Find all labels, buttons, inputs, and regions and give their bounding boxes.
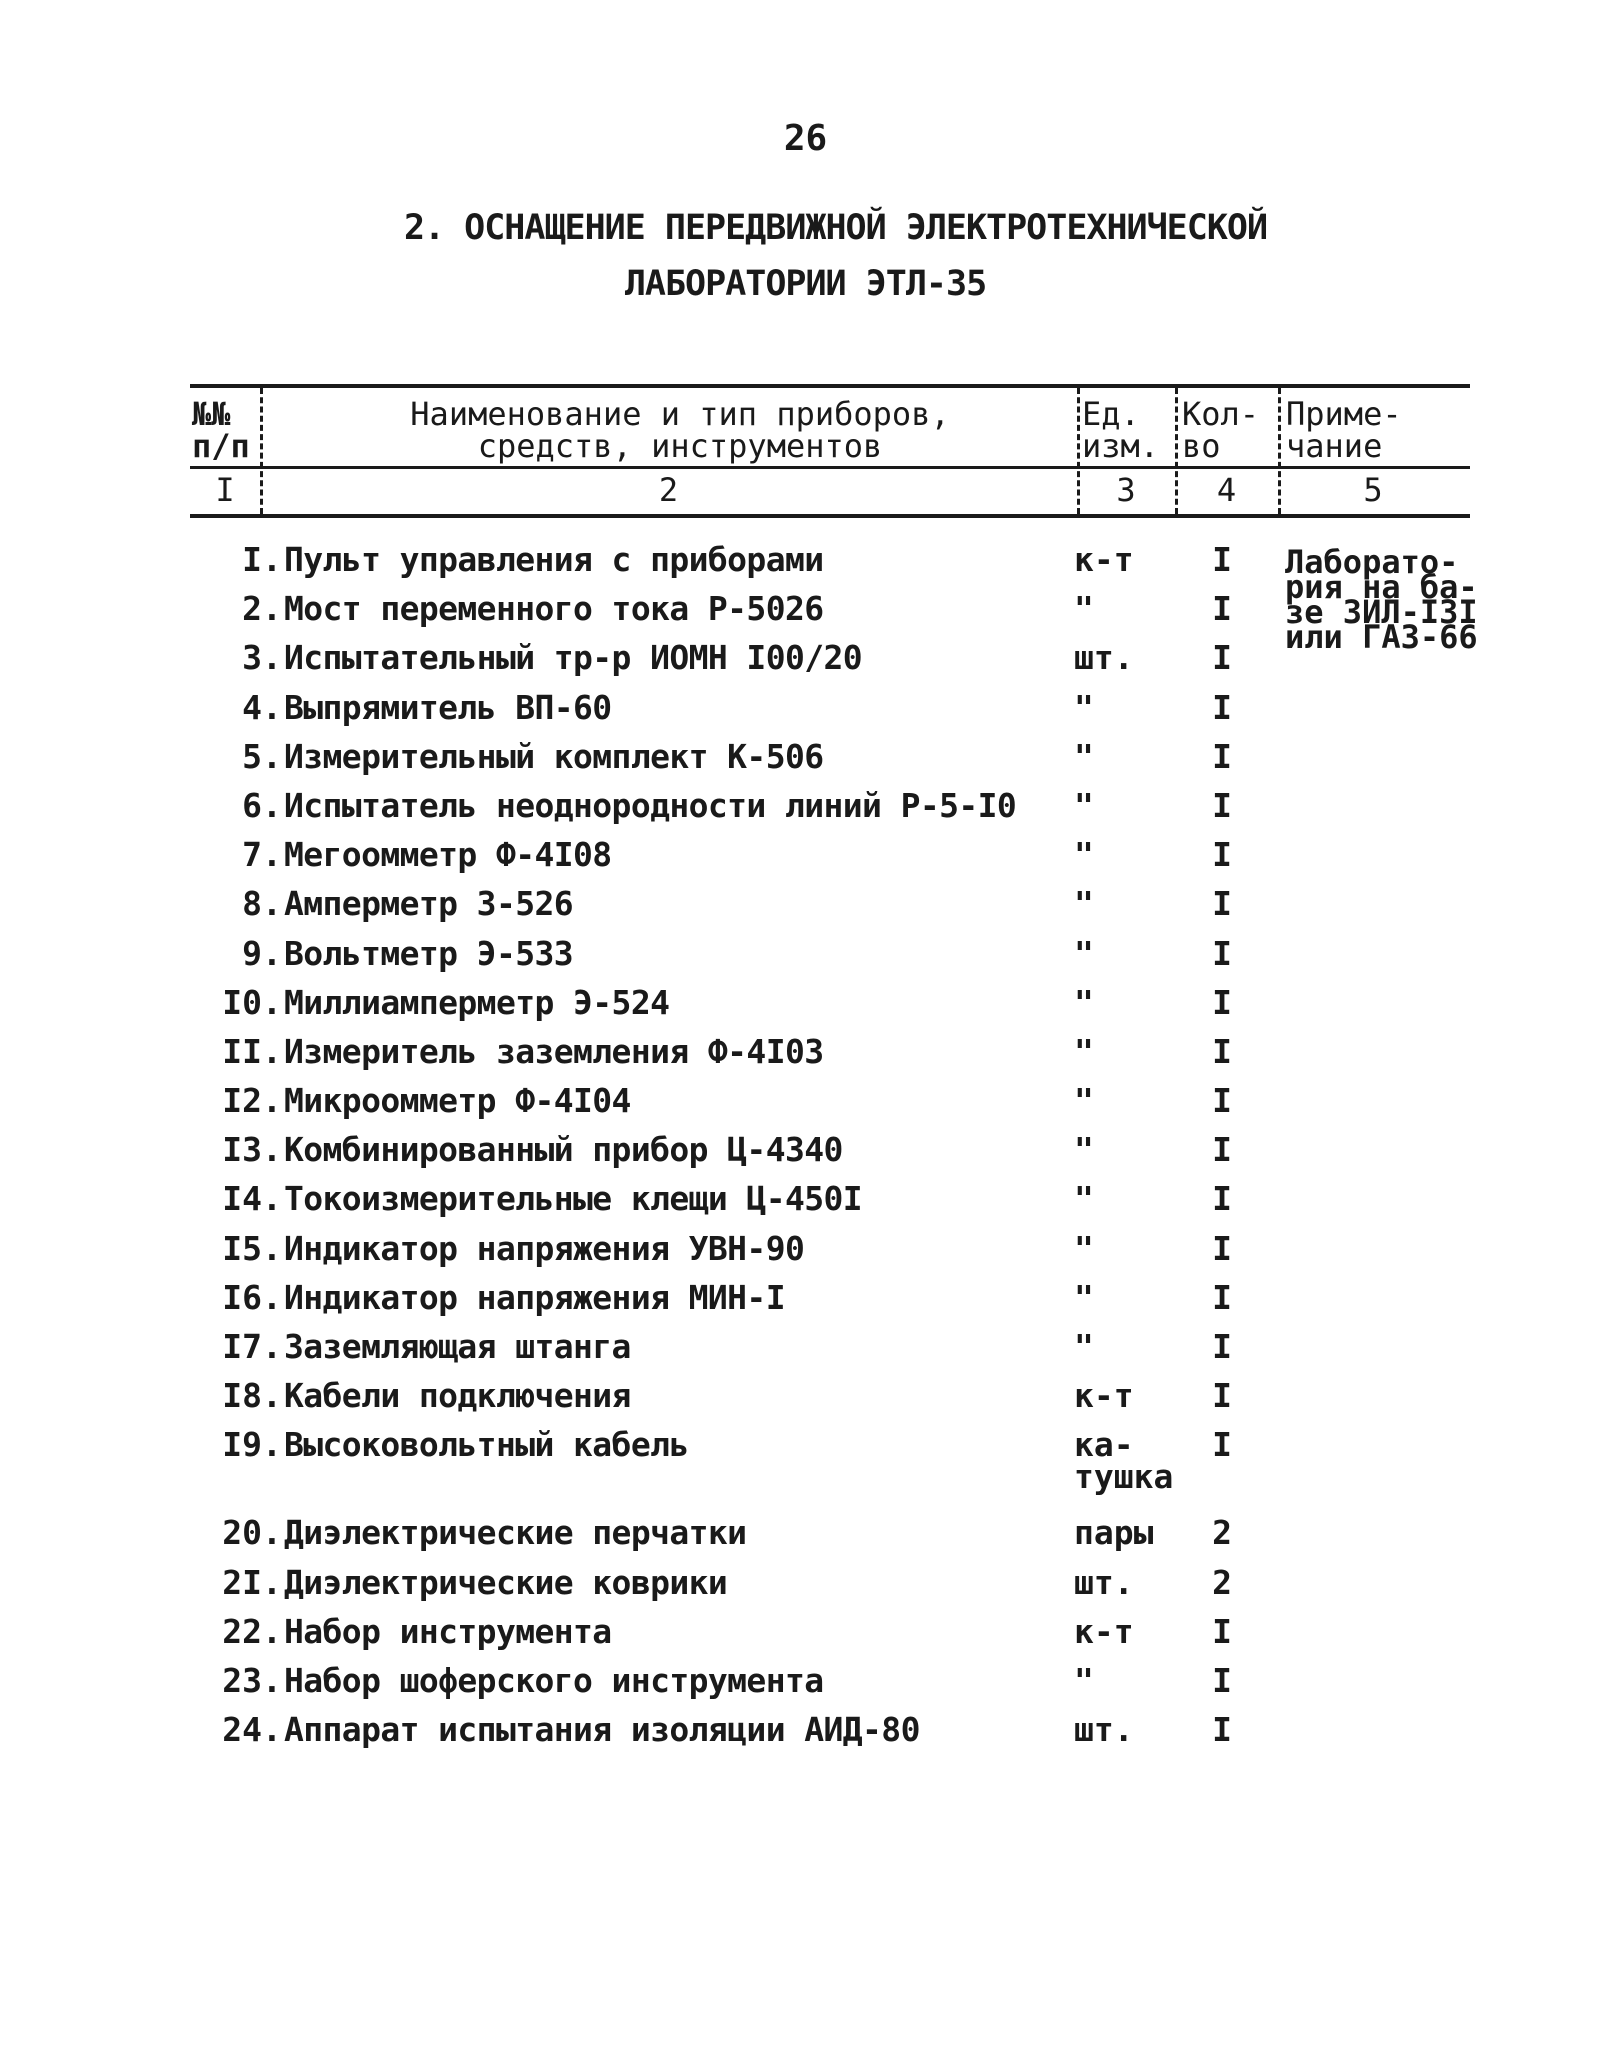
row-number: 4 (242, 687, 262, 727)
item-quantity: I (1212, 1425, 1232, 1465)
item-unit: " (1074, 1081, 1094, 1121)
item-name: Вольтметр Э-533 (284, 933, 574, 973)
column-number: I (215, 471, 235, 509)
row-number-dot: . (262, 1081, 282, 1121)
row-number: I2 (222, 1081, 262, 1121)
title-line-1: 2. ОСНАЩЕНИЕ ПЕРЕДВИЖНОЙ ЭЛЕКТРОТЕХНИЧЕСКОЙ (403, 208, 1268, 248)
header-name: Наименование и тип приборов, средств, инструментов (410, 395, 950, 465)
item-unit: " (1074, 835, 1094, 875)
item-name: Индикатор напряжения МИН-I (284, 1277, 785, 1317)
row-number-dot: . (262, 835, 282, 875)
row-number: II (222, 1031, 262, 1071)
item-name: Испытательный тр-р ИОМН I00/20 (284, 638, 863, 678)
row-number: I8 (222, 1376, 262, 1416)
row-number: 6 (242, 785, 262, 825)
row-number: 9 (242, 933, 262, 973)
page-number: 26 (783, 118, 828, 159)
title-line-2: ЛАБОРАТОРИИ ЭТЛ-35 (624, 264, 987, 304)
table-row (190, 1710, 1470, 1759)
row-number-dot: . (262, 785, 282, 825)
row-number: 23 (222, 1660, 262, 1700)
item-unit: к-т (1074, 1611, 1134, 1651)
column-number: 2 (658, 471, 679, 509)
item-name: Заземляющая штанга (284, 1327, 631, 1366)
item-name: Пульт управления с приборами (284, 540, 824, 579)
table-row (190, 638, 1470, 687)
item-unit: пары (1074, 1513, 1154, 1553)
row-number-dot: . (262, 1562, 282, 1602)
row-number: 22 (222, 1611, 262, 1651)
item-name: Набор шоферского инструмента (284, 1660, 824, 1700)
table-body (190, 540, 1470, 1759)
row-number-dot: . (262, 933, 282, 973)
item-quantity: I (1212, 982, 1232, 1022)
row-number: 20 (222, 1513, 262, 1553)
row-number-dot: . (262, 982, 282, 1022)
item-name: Индикатор напряжения УВН-90 (284, 1228, 805, 1268)
item-quantity: I (1212, 736, 1232, 776)
row-number-dot: . (262, 540, 282, 579)
item-unit: " (1074, 1179, 1094, 1219)
row-number-dot: . (262, 1376, 282, 1416)
row-number-dot: . (262, 1277, 282, 1317)
table-row (190, 540, 1470, 589)
table-row (190, 1229, 1470, 1278)
item-quantity: I (1212, 835, 1232, 875)
row-number-dot: . (262, 1710, 282, 1750)
item-quantity: I (1212, 1660, 1232, 1700)
row-number: 5 (242, 736, 262, 776)
item-unit: " (1074, 1130, 1094, 1170)
item-name: Миллиамперметр Э-524 (284, 982, 670, 1022)
table-row (190, 1376, 1470, 1425)
item-quantity: I (1212, 1179, 1232, 1219)
item-quantity: I (1212, 1081, 1232, 1121)
row-number: I5 (222, 1228, 262, 1268)
item-quantity: I (1212, 933, 1232, 973)
table-row (190, 688, 1470, 737)
table-row (190, 1130, 1470, 1179)
item-name: Диэлектрические перчатки (284, 1513, 747, 1553)
row-number: I4 (222, 1179, 262, 1219)
item-name: Набор инструмента (284, 1611, 612, 1651)
item-quantity: I (1212, 589, 1232, 629)
row-number: I (242, 540, 262, 579)
header-unit: Ед. изм. (1082, 395, 1160, 465)
item-unit: " (1074, 982, 1094, 1022)
item-quantity: 2 (1212, 1513, 1232, 1553)
item-quantity: I (1212, 1376, 1232, 1416)
header-note: Приме- чание (1286, 395, 1402, 465)
table-row (190, 934, 1470, 983)
column-number: 4 (1216, 471, 1237, 509)
item-name: Выпрямитель ВП-60 (284, 687, 612, 727)
item-unit: " (1074, 736, 1094, 776)
row-number-dot: . (262, 687, 282, 727)
row-number: 2 (242, 589, 262, 629)
table-row (190, 1179, 1470, 1228)
item-name: Диэлектрические коврики (284, 1562, 728, 1602)
table-row (190, 1513, 1470, 1562)
item-quantity: I (1212, 1710, 1232, 1750)
row-number: I3 (222, 1130, 262, 1170)
item-unit: ка- тушка (1074, 1425, 1174, 1497)
section-title (0, 200, 1611, 312)
table-row (190, 786, 1470, 835)
header-bottom-rule (190, 514, 1470, 518)
item-unit: к-т (1074, 1376, 1134, 1416)
item-name: Мегоомметр Ф-4I08 (284, 835, 612, 875)
item-unit: " (1074, 1277, 1094, 1317)
table-row (190, 1425, 1470, 1513)
table-row (190, 1612, 1470, 1661)
item-quantity: I (1212, 1031, 1232, 1071)
item-name: Токоизмерительные клещи Ц-450I (284, 1179, 863, 1219)
item-unit: " (1074, 884, 1094, 924)
item-quantity: I (1212, 540, 1232, 579)
row-number-dot: . (262, 1611, 282, 1651)
item-quantity: I (1212, 1228, 1232, 1268)
item-quantity: I (1212, 1130, 1232, 1170)
table-row (190, 737, 1470, 786)
item-unit: " (1074, 933, 1094, 973)
row-number-dot: . (262, 1228, 282, 1268)
row-number-dot: . (262, 884, 282, 924)
item-name: Микроомметр Ф-4I04 (284, 1081, 631, 1121)
header-qty: Кол- во (1182, 395, 1260, 465)
row-number-dot: . (262, 1031, 282, 1071)
row-number-dot: . (262, 1130, 282, 1170)
item-unit: шт. (1074, 638, 1134, 678)
row-number: I9 (222, 1425, 262, 1465)
row-number: 2I (222, 1562, 262, 1602)
row-number-dot: . (262, 1425, 282, 1465)
item-unit: шт. (1074, 1562, 1134, 1602)
header-num: №№ п/п (192, 395, 250, 465)
item-unit: к-т (1074, 540, 1134, 579)
item-unit: шт. (1074, 1710, 1134, 1750)
item-name: Амперметр 3-526 (284, 884, 574, 924)
item-quantity: I (1212, 687, 1232, 727)
row-number-dot: . (262, 736, 282, 776)
item-unit: " (1074, 687, 1094, 727)
row-number-dot: . (262, 638, 282, 678)
row-number: I0 (222, 982, 262, 1022)
row-number: 8 (242, 884, 262, 924)
table-row (190, 1032, 1470, 1081)
item-name: Комбинированный прибор Ц-4340 (284, 1130, 843, 1170)
item-quantity: I (1212, 884, 1232, 924)
item-quantity: I (1212, 638, 1232, 678)
column-number: 3 (1116, 471, 1136, 509)
column-number: 5 (1363, 471, 1383, 509)
table-row (190, 983, 1470, 1032)
row-number-dot: . (262, 1513, 282, 1553)
row-number: 24 (222, 1710, 262, 1750)
item-unit: " (1074, 1660, 1094, 1700)
row-number: 3 (242, 638, 262, 678)
note-text: Лаборато- рия на ба- зе ЗИЛ-I3I или ГАЗ-66 (1285, 543, 1478, 656)
table-row (190, 1278, 1470, 1327)
item-name: Измеритель заземления Ф-4I03 (284, 1031, 824, 1071)
item-quantity: I (1212, 1277, 1232, 1317)
table-row (190, 835, 1470, 884)
item-unit: " (1074, 1031, 1094, 1071)
row-number-dot: . (262, 1327, 282, 1366)
row-number: 7 (242, 835, 262, 875)
item-name: Аппарат испытания изоляции АИД-80 (284, 1710, 920, 1750)
item-name: Кабели подключения (284, 1376, 631, 1416)
table-row (190, 1327, 1470, 1376)
table-row (190, 589, 1470, 638)
row-number: I7 (222, 1327, 262, 1366)
row-number: I6 (222, 1277, 262, 1317)
table-row (190, 1563, 1470, 1612)
table-row (190, 884, 1470, 933)
item-name: Испытатель неоднородности линий Р-5-I0 (284, 785, 1017, 825)
table-header (190, 384, 1470, 519)
row-number-dot: . (262, 1660, 282, 1700)
item-name: Мост переменного тока Р-5026 (284, 589, 824, 629)
item-unit: " (1074, 589, 1094, 629)
item-quantity: I (1212, 785, 1232, 825)
item-unit: " (1074, 1327, 1094, 1366)
item-name: Высоковольтный кабель (284, 1425, 689, 1465)
item-name: Измерительный комплект К-506 (284, 736, 824, 776)
item-unit: " (1074, 1228, 1094, 1268)
row-number-dot: . (262, 1179, 282, 1219)
item-quantity: I (1212, 1327, 1232, 1366)
item-quantity: I (1212, 1611, 1232, 1651)
item-quantity: 2 (1212, 1562, 1232, 1602)
row-number-dot: . (262, 589, 282, 629)
table-row (190, 1661, 1470, 1710)
item-unit: " (1074, 785, 1094, 825)
table-row (190, 1081, 1470, 1130)
